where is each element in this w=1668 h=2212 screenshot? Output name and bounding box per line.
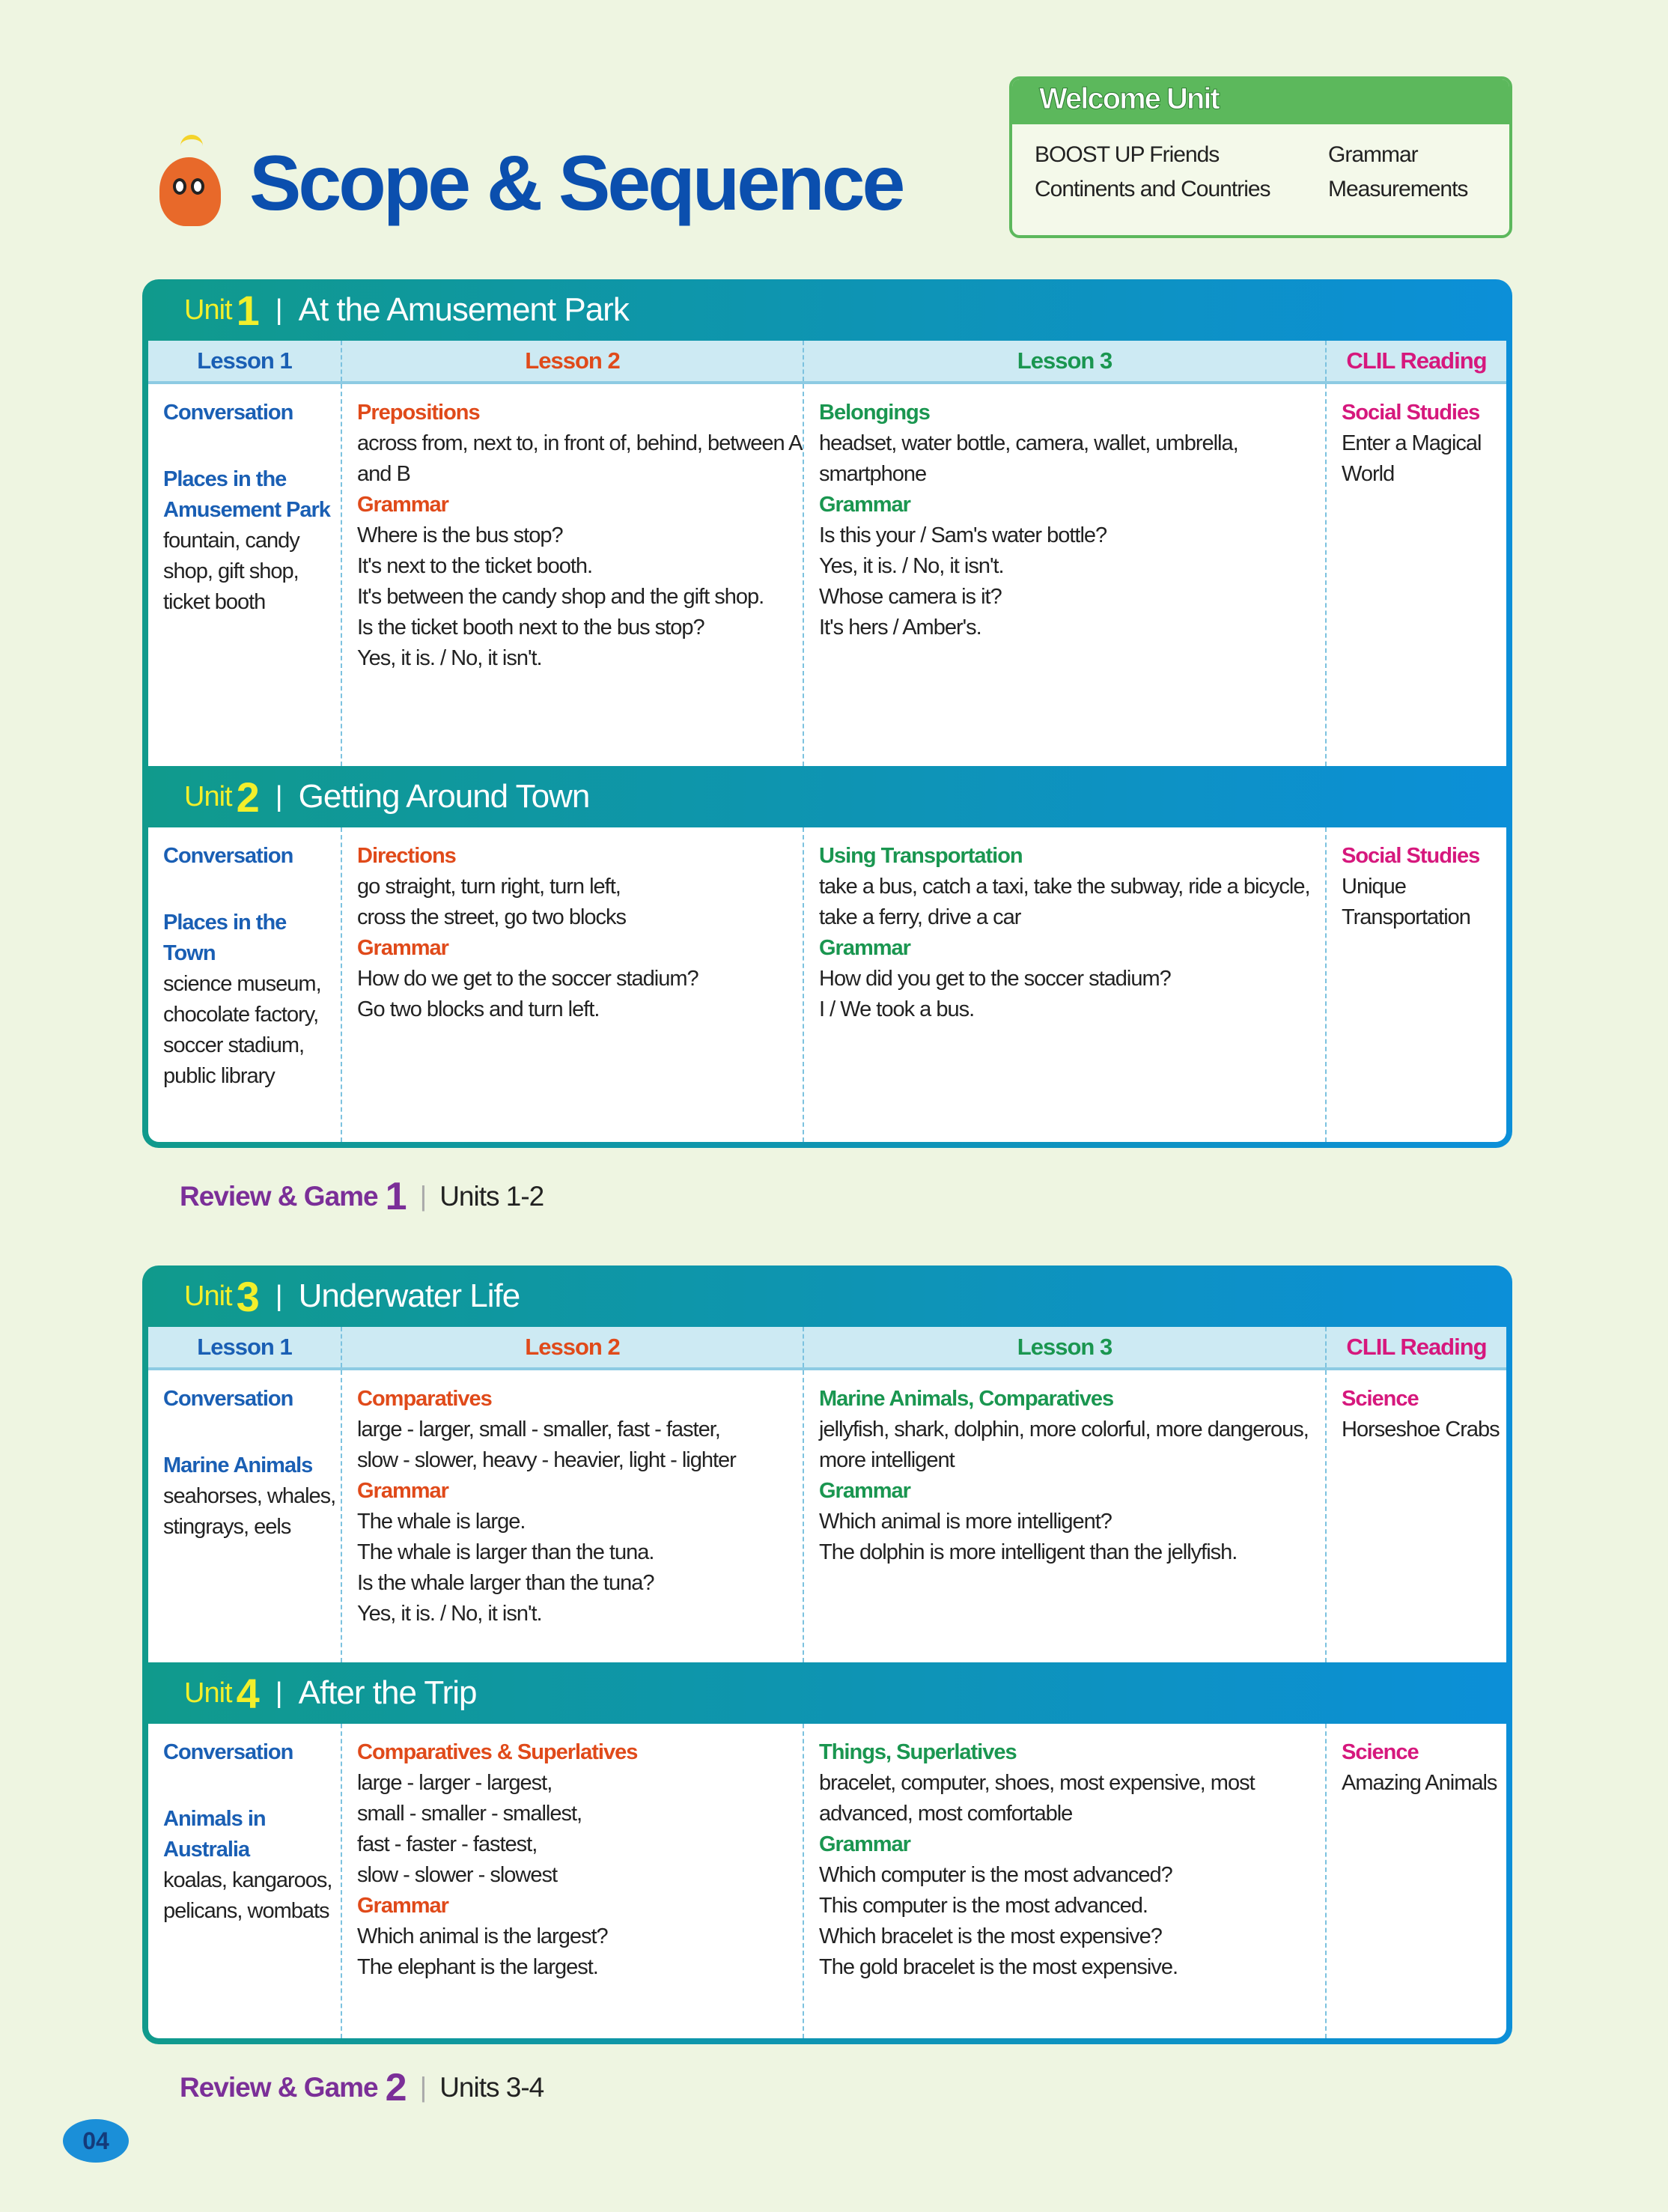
page-number: 04	[63, 2119, 129, 2163]
unit-content-row	[148, 827, 1506, 1142]
cell-text: headset, water bottle, camera, wallet, umbrella, smartphone	[819, 431, 1238, 486]
cell-text: cross the street, go two blocks	[357, 905, 627, 929]
cell-heading: Places in the Amusement Park	[163, 467, 330, 522]
unit-title: At the Amusement Park	[298, 291, 629, 328]
unit-header	[148, 279, 1506, 341]
cell-heading: Animals in Australia	[163, 1807, 266, 1862]
cell-text: Whose camera is it?	[819, 585, 1002, 609]
cell-heading: Social Studies	[1342, 401, 1480, 425]
divider: |	[419, 2072, 427, 2103]
lesson-header: Lesson 1	[197, 347, 292, 374]
cell-heading: Belongings	[819, 401, 930, 425]
cell-text: jellyfish, shark, dolphin, more colorful, more dangerous, more intelligent	[819, 1418, 1309, 1472]
lesson-cell	[803, 1370, 1325, 1662]
lesson-cell	[341, 1370, 803, 1662]
cell-text: Yes, it is. / No, it isn't.	[357, 646, 542, 670]
unit-header	[148, 1662, 1506, 1724]
cell-text: Which animal is the largest?	[357, 1924, 608, 1948]
unit-label: Unit	[184, 1677, 232, 1709]
cell-heading: Grammar	[819, 936, 910, 960]
cell-text: Horseshoe Crabs	[1342, 1418, 1500, 1441]
cell-text: The dolphin is more intelligent than the jellyfish.	[819, 1540, 1238, 1564]
review-units: Units 3-4	[439, 2072, 544, 2103]
lesson-cell	[148, 1724, 341, 2038]
cell-heading: Prepositions	[357, 401, 480, 425]
cell-heading: Grammar	[357, 1894, 448, 1918]
unit-section	[148, 1265, 1506, 1662]
unit-label: Unit	[184, 294, 232, 326]
lesson-cell	[341, 827, 803, 1142]
unit-number: 3	[236, 1272, 259, 1320]
cell-text: The elephant is the largest.	[357, 1955, 598, 1979]
unit-header	[148, 766, 1506, 827]
cell-heading: Comparatives & Superlatives	[357, 1740, 638, 1764]
welcome-item: Measurements	[1328, 177, 1468, 201]
cell-text: seahorses, whales, stingrays, eels	[163, 1484, 336, 1539]
review-number: 2	[385, 2066, 407, 2109]
lesson-cell	[1325, 1724, 1506, 2038]
cell-heading: Comparatives	[357, 1387, 492, 1411]
unit-content-row	[148, 1724, 1506, 2038]
cell-heading: Directions	[357, 844, 456, 868]
cell-heading: Conversation	[163, 1387, 293, 1411]
unit-title: Getting Around Town	[298, 778, 590, 815]
cell-heading: Conversation	[163, 844, 293, 868]
unit-number: 4	[236, 1669, 259, 1717]
cell-heading: Marine Animals	[163, 1453, 313, 1477]
unit-label: Unit	[184, 1280, 232, 1312]
review-number: 1	[385, 1175, 407, 1218]
spacer	[163, 428, 341, 464]
cell-text: large - larger - largest,	[357, 1771, 553, 1795]
cell-text: Yes, it is. / No, it isn't.	[357, 1602, 542, 1626]
cell-text: This computer is the most advanced.	[819, 1894, 1148, 1918]
cell-text: How do we get to the soccer stadium?	[357, 967, 698, 991]
cell-text: Is the ticket booth next to the bus stop?	[357, 616, 704, 639]
lesson-cell	[1325, 827, 1506, 1142]
cell-text: The gold bracelet is the most expensive.	[819, 1955, 1178, 1979]
cell-heading: Grammar	[357, 493, 448, 517]
page-header	[153, 135, 902, 232]
cell-heading: Things, Superlatives	[819, 1740, 1017, 1764]
welcome-unit-box	[1009, 76, 1512, 238]
divider: |	[275, 1280, 282, 1312]
cell-text: I / We took a bus.	[819, 997, 975, 1021]
cell-text: Amazing Animals	[1342, 1771, 1497, 1795]
lesson-cell	[148, 1370, 341, 1662]
unit-number: 2	[236, 773, 259, 821]
page-title: Scope & Sequence	[249, 139, 903, 227]
lesson-header-row	[148, 341, 1506, 384]
units-3-4-table	[142, 1265, 1512, 2044]
units-1-2-table	[142, 279, 1512, 1148]
cell-heading: Science	[1342, 1740, 1419, 1764]
cell-text: bracelet, computer, shoes, most expensive, most advanced, most comfortable	[819, 1771, 1255, 1826]
lesson-cell	[803, 827, 1325, 1142]
cell-text: Which bracelet is the most expensive?	[819, 1924, 1162, 1948]
unit-section	[148, 766, 1506, 1142]
cell-text: fountain, candy shop, gift shop, ticket booth	[163, 529, 299, 614]
cell-text: small - smaller - smallest,	[357, 1802, 582, 1826]
cell-text: slow - slower - slowest	[357, 1863, 558, 1887]
lesson-cell	[803, 384, 1325, 766]
lesson-header: Lesson 1	[197, 1334, 292, 1360]
unit-title: After the Trip	[298, 1674, 477, 1711]
cell-text: koalas, kangaroos, pelicans, wombats	[163, 1868, 332, 1923]
cell-heading: Conversation	[163, 401, 293, 425]
spacer	[163, 872, 341, 908]
cell-text: It's hers / Amber's.	[819, 616, 981, 639]
unit-label: Unit	[184, 780, 232, 812]
cell-heading: Grammar	[357, 936, 448, 960]
unit-title: Underwater Life	[298, 1277, 520, 1314]
cell-heading: Grammar	[357, 1479, 448, 1503]
cell-text: slow - slower, heavy - heavier, light - lighter	[357, 1448, 736, 1472]
lesson-header: CLIL Reading	[1325, 341, 1506, 381]
cell-heading: Social Studies	[1342, 844, 1480, 868]
divider: |	[419, 1181, 427, 1212]
cell-text: Yes, it is. / No, it isn't.	[819, 554, 1004, 578]
lesson-header: Lesson 2	[341, 1327, 803, 1367]
lesson-header: CLIL Reading	[1325, 1327, 1506, 1367]
unit-section	[148, 1662, 1506, 2038]
cell-text: Which computer is the most advanced?	[819, 1863, 1172, 1887]
cell-text: Which animal is more intelligent?	[819, 1510, 1112, 1534]
lesson-cell	[1325, 1370, 1506, 1662]
cell-text: large - larger, small - smaller, fast - faster,	[357, 1418, 720, 1441]
cell-heading: Grammar	[819, 1832, 910, 1856]
spacer	[163, 1768, 341, 1804]
cell-text: The whale is larger than the tuna.	[357, 1540, 654, 1564]
lesson-header: Lesson 3	[803, 1327, 1325, 1367]
cell-text: go straight, turn right, turn left,	[357, 875, 621, 899]
cell-heading: Grammar	[819, 1479, 910, 1503]
lesson-cell	[341, 1724, 803, 2038]
cell-heading: Conversation	[163, 1740, 293, 1764]
lesson-header-row	[148, 1327, 1506, 1370]
cell-heading: Marine Animals, Comparatives	[819, 1387, 1114, 1411]
lesson-cell	[341, 384, 803, 766]
unit-content-row	[148, 384, 1506, 766]
mascot-icon	[153, 135, 228, 232]
cell-text: Go two blocks and turn left.	[357, 997, 600, 1021]
cell-text: science museum, chocolate factory, soccer stadium, public library	[163, 972, 321, 1088]
cell-text: Where is the bus stop?	[357, 523, 563, 547]
unit-section	[148, 279, 1506, 766]
unit-number: 1	[236, 286, 259, 334]
cell-heading: Using Transportation	[819, 844, 1023, 868]
cell-text: How did you get to the soccer stadium?	[819, 967, 1171, 991]
cell-heading: Places in the Town	[163, 911, 287, 965]
cell-text: The whale is large.	[357, 1510, 526, 1534]
welcome-item: Grammar	[1328, 142, 1418, 167]
review-game-2	[180, 2065, 544, 2110]
unit-content-row	[148, 1370, 1506, 1662]
review-label: Review & Game	[180, 1181, 378, 1212]
divider: |	[275, 294, 282, 326]
cell-text: Is the whale larger than the tuna?	[357, 1571, 654, 1595]
cell-text: across from, next to, in front of, behind, between A and B	[357, 431, 801, 486]
lesson-header: Lesson 3	[803, 341, 1325, 381]
lesson-cell	[1325, 384, 1506, 766]
welcome-unit-title: Welcome Unit	[1012, 79, 1509, 124]
lesson-cell	[803, 1724, 1325, 2038]
unit-header	[148, 1265, 1506, 1327]
cell-text: Unique Transportation	[1342, 875, 1470, 929]
lesson-cell	[148, 827, 341, 1142]
cell-text: Is this your / Sam's water bottle?	[819, 523, 1107, 547]
lesson-cell	[148, 384, 341, 766]
review-game-1	[180, 1174, 544, 1219]
spacer	[163, 1415, 341, 1450]
cell-text: fast - faster - fastest,	[357, 1832, 538, 1856]
cell-text: It's between the candy shop and the gift shop.	[357, 585, 764, 609]
welcome-item: BOOST UP Friends	[1035, 142, 1220, 167]
review-units: Units 1-2	[439, 1181, 544, 1212]
cell-text: take a bus, catch a taxi, take the subway, ride a bicycle, take a ferry, drive a car	[819, 875, 1310, 929]
cell-text: It's next to the ticket booth.	[357, 554, 593, 578]
divider: |	[275, 1677, 282, 1709]
lesson-header: Lesson 2	[341, 341, 803, 381]
cell-text: Enter a Magical World	[1342, 431, 1482, 486]
cell-heading: Science	[1342, 1387, 1419, 1411]
divider: |	[275, 780, 282, 812]
welcome-item: Continents and Countries	[1035, 177, 1270, 201]
review-label: Review & Game	[180, 2072, 378, 2103]
cell-heading: Grammar	[819, 493, 910, 517]
